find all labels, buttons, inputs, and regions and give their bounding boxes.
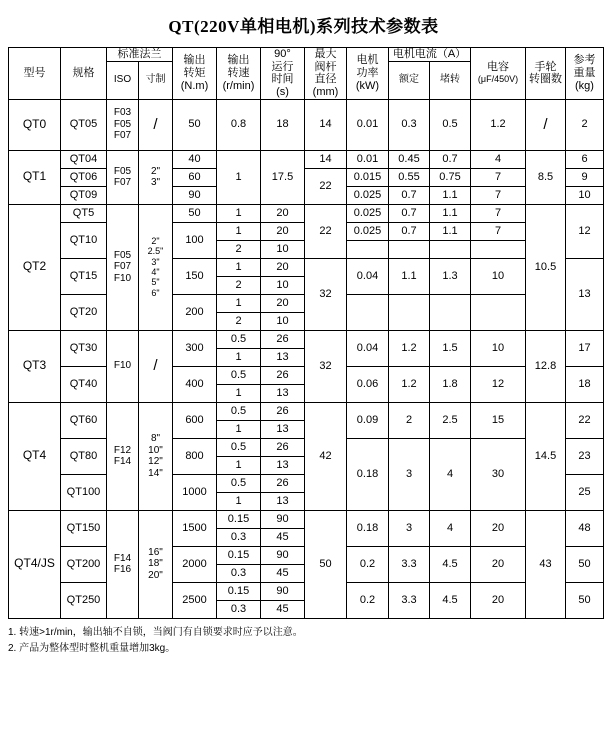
table-row (9, 168, 604, 186)
table-row (9, 99, 604, 150)
cell-spec: QT80 (61, 438, 107, 474)
cell-rated: 3.3 (389, 546, 430, 582)
header-weight: 参考 重量 (kg) (566, 48, 604, 100)
cell-weight: 50 (566, 546, 604, 582)
cell-capacitor: 4 (471, 150, 526, 168)
cell-torque: 40 (173, 150, 217, 168)
cell-weight: 25 (566, 474, 604, 510)
cell-capacitor: 7 (471, 168, 526, 186)
cell-speed: 1 (217, 222, 261, 240)
cell-spec: QT04 (61, 150, 107, 168)
cell-speed: 0.15 (217, 582, 261, 600)
cell-power: 0.04 (347, 330, 389, 366)
cell-power: 0.01 (347, 99, 389, 150)
cell-speed: 0.3 (217, 528, 261, 546)
cell-time: 45 (261, 564, 305, 582)
cell-spec: QT30 (61, 330, 107, 366)
cell-weight: 12 (566, 204, 604, 258)
cell-speed: 0.15 (217, 510, 261, 528)
cell-spec: QT200 (61, 546, 107, 582)
cell-power: 0.06 (347, 366, 389, 402)
cell-flange-iso: F03 F05 F07 (107, 99, 139, 150)
page-title: QT(220V单相电机)系列技术参数表 (168, 17, 439, 36)
cell-rated: 1.2 (389, 366, 430, 402)
cell-time: 26 (261, 474, 305, 492)
cell-rated (389, 294, 430, 330)
cell-model: QT3 (9, 330, 61, 402)
cell-time: 90 (261, 510, 305, 528)
cell-torque: 800 (173, 438, 217, 474)
cell-torque: 1000 (173, 474, 217, 510)
cell-time: 26 (261, 402, 305, 420)
cell-capacitor: 10 (471, 330, 526, 366)
cell-spec: QT20 (61, 294, 107, 330)
cell-stem: 22 (305, 204, 347, 258)
table-row (9, 510, 604, 528)
table-row (9, 258, 604, 276)
cell-torque: 2000 (173, 546, 217, 582)
cell-flange-inch: 2" 2.5" 3" 4" 5" 6" (139, 204, 173, 330)
cell-rated: 0.7 (389, 222, 430, 240)
cell-time: 13 (261, 348, 305, 366)
cell-speed: 1 (217, 420, 261, 438)
cell-model: QT1 (9, 150, 61, 204)
table-header-row (9, 48, 604, 62)
cell-speed: 0.5 (217, 438, 261, 456)
cell-time: 20 (261, 222, 305, 240)
cell-weight: 17 (566, 330, 604, 366)
cell-capacitor: 20 (471, 510, 526, 546)
cell-spec: QT150 (61, 510, 107, 546)
cell-flange-inch: 16" 18" 20" (139, 510, 173, 618)
cell-flange-iso: F12 F14 (107, 402, 139, 510)
cell-stall: 1.5 (430, 330, 471, 366)
cell-speed: 1 (217, 456, 261, 474)
header-speed: 输出 转速 (r/min) (217, 48, 261, 100)
cell-handwheel: 12.8 (526, 330, 566, 402)
cell-handwheel: 8.5 (526, 150, 566, 204)
cell-time: 10 (261, 312, 305, 330)
cell-power: 0.025 (347, 186, 389, 204)
cell-rated (389, 240, 430, 258)
cell-time: 13 (261, 456, 305, 474)
cell-time: 45 (261, 528, 305, 546)
cell-stall: 4.5 (430, 546, 471, 582)
cell-capacitor (471, 294, 526, 330)
cell-power: 0.18 (347, 438, 389, 510)
cell-capacitor: 10 (471, 258, 526, 294)
cell-rated: 2 (389, 402, 430, 438)
cell-spec: QT250 (61, 582, 107, 618)
cell-capacitor: 15 (471, 402, 526, 438)
cell-spec: QT5 (61, 204, 107, 222)
cell-spec: QT100 (61, 474, 107, 510)
cell-rated: 0.45 (389, 150, 430, 168)
cell-flange-iso: F10 (107, 330, 139, 402)
cell-time: 10 (261, 240, 305, 258)
cell-speed: 1 (217, 258, 261, 276)
cell-torque: 400 (173, 366, 217, 402)
cell-torque: 50 (173, 99, 217, 150)
cell-weight: 9 (566, 168, 604, 186)
cell-speed: 1 (217, 150, 261, 204)
cell-weight: 2 (566, 99, 604, 150)
cell-rated: 3 (389, 510, 430, 546)
cell-stall: 4 (430, 510, 471, 546)
cell-spec: QT05 (61, 99, 107, 150)
cell-stem: 32 (305, 330, 347, 402)
cell-torque: 1500 (173, 510, 217, 546)
cell-speed: 0.5 (217, 366, 261, 384)
cell-speed: 0.5 (217, 474, 261, 492)
cell-power: 0.025 (347, 204, 389, 222)
cell-model: QT4 (9, 402, 61, 510)
table-row (9, 204, 604, 222)
cell-weight: 18 (566, 366, 604, 402)
footnotes (8, 619, 599, 657)
cell-stem: 22 (305, 168, 347, 204)
table-row (9, 402, 604, 420)
cell-stall (430, 294, 471, 330)
cell-time: 20 (261, 294, 305, 312)
cell-torque: 90 (173, 186, 217, 204)
cell-torque: 100 (173, 222, 217, 258)
cell-weight: 13 (566, 258, 604, 330)
cell-stall (430, 240, 471, 258)
cell-spec: QT15 (61, 258, 107, 294)
cell-stall: 0.5 (430, 99, 471, 150)
cell-stem: 14 (305, 99, 347, 150)
footnote-1: 1. 转速>1r/min，输出轴不自锁，当阀门有自锁要求时应予以注意。 (8, 626, 303, 638)
cell-torque: 200 (173, 294, 217, 330)
cell-stall: 0.7 (430, 150, 471, 168)
cell-speed: 0.3 (217, 564, 261, 582)
cell-spec: QT06 (61, 168, 107, 186)
cell-capacitor: 1.2 (471, 99, 526, 150)
cell-weight: 10 (566, 186, 604, 204)
header-time: 90° 运行 时间 (s) (261, 48, 305, 100)
cell-flange-inch: / (139, 99, 173, 150)
cell-model: QT0 (9, 99, 61, 150)
cell-stem: 32 (305, 258, 347, 330)
cell-stall: 1.8 (430, 366, 471, 402)
header-flange-iso: ISO (107, 61, 139, 99)
cell-speed: 0.3 (217, 600, 261, 618)
cell-stall: 1.3 (430, 258, 471, 294)
cell-power: 0.025 (347, 222, 389, 240)
cell-torque: 2500 (173, 582, 217, 618)
cell-speed: 1 (217, 384, 261, 402)
cell-handwheel: 43 (526, 510, 566, 618)
header-stem-diameter: 最大 阀杆 直径 (mm) (305, 48, 347, 100)
cell-torque: 300 (173, 330, 217, 366)
header-capacitor: 电容 (μF/450V) (471, 48, 526, 100)
cell-handwheel: / (526, 99, 566, 150)
cell-power: 0.18 (347, 510, 389, 546)
cell-rated: 3.3 (389, 582, 430, 618)
cell-time: 13 (261, 492, 305, 510)
header-torque: 输出 转矩 (N.m) (173, 48, 217, 100)
cell-weight: 48 (566, 510, 604, 546)
cell-speed: 1 (217, 348, 261, 366)
cell-power: 0.2 (347, 546, 389, 582)
cell-rated: 0.7 (389, 204, 430, 222)
table-row (9, 330, 604, 348)
cell-power: 0.01 (347, 150, 389, 168)
cell-time: 17.5 (261, 150, 305, 204)
cell-flange-iso: F05 F07 F10 (107, 204, 139, 330)
cell-time: 26 (261, 366, 305, 384)
header-motor-current: 电机电流（A） (389, 48, 471, 62)
header-handwheel-turns: 手轮 转圈数 (526, 48, 566, 100)
cell-flange-inch: 8" 10" 12" 14" (139, 402, 173, 510)
cell-rated: 0.55 (389, 168, 430, 186)
cell-stall: 4 (430, 438, 471, 510)
cell-handwheel: 14.5 (526, 402, 566, 510)
cell-torque: 600 (173, 402, 217, 438)
cell-speed: 0.8 (217, 99, 261, 150)
cell-stall: 1.1 (430, 222, 471, 240)
cell-time: 26 (261, 330, 305, 348)
cell-spec: QT09 (61, 186, 107, 204)
cell-time: 13 (261, 384, 305, 402)
cell-weight: 50 (566, 582, 604, 618)
cell-rated: 1.2 (389, 330, 430, 366)
cell-spec: QT40 (61, 366, 107, 402)
cell-capacitor: 12 (471, 366, 526, 402)
cell-rated: 0.3 (389, 99, 430, 150)
header-flange: 标准法兰 (107, 48, 173, 62)
cell-stall: 1.1 (430, 186, 471, 204)
cell-speed: 0.5 (217, 330, 261, 348)
cell-rated: 3 (389, 438, 430, 510)
cell-model: QT2 (9, 204, 61, 330)
cell-flange-inch: 2" 3" (139, 150, 173, 204)
cell-torque: 50 (173, 204, 217, 222)
footnote-2: 2. 产品为整体型时整机重量增加3kg。 (8, 642, 176, 654)
cell-capacitor: 20 (471, 582, 526, 618)
cell-speed: 2 (217, 312, 261, 330)
cell-power (347, 294, 389, 330)
cell-flange-iso: F05 F07 (107, 150, 139, 204)
cell-torque: 60 (173, 168, 217, 186)
cell-capacitor: 7 (471, 186, 526, 204)
cell-power: 0.2 (347, 582, 389, 618)
spec-table (8, 47, 604, 619)
cell-stall: 1.1 (430, 204, 471, 222)
header-flange-inch: 寸制 (139, 61, 173, 99)
cell-rated: 0.7 (389, 186, 430, 204)
cell-time: 18 (261, 99, 305, 150)
cell-weight: 6 (566, 150, 604, 168)
cell-power (347, 240, 389, 258)
cell-spec: QT60 (61, 402, 107, 438)
cell-power: 0.09 (347, 402, 389, 438)
cell-time: 13 (261, 420, 305, 438)
cell-handwheel: 10.5 (526, 204, 566, 330)
header-spec: 规格 (61, 48, 107, 100)
cell-flange-iso: F14 F16 (107, 510, 139, 618)
cell-speed: 2 (217, 276, 261, 294)
cell-spec: QT10 (61, 222, 107, 258)
cell-model: QT4/JS (9, 510, 61, 618)
cell-time: 90 (261, 582, 305, 600)
cell-weight: 22 (566, 402, 604, 438)
cell-stem: 42 (305, 402, 347, 510)
cell-power: 0.04 (347, 258, 389, 294)
cell-time: 45 (261, 600, 305, 618)
cell-capacitor: 7 (471, 222, 526, 240)
cell-speed: 1 (217, 294, 261, 312)
header-current-rated: 额定 (389, 61, 430, 99)
cell-time: 26 (261, 438, 305, 456)
cell-time: 20 (261, 204, 305, 222)
cell-stall: 2.5 (430, 402, 471, 438)
table-row (9, 150, 604, 168)
cell-speed: 0.15 (217, 546, 261, 564)
cell-speed: 2 (217, 240, 261, 258)
cell-speed: 1 (217, 204, 261, 222)
cell-speed: 1 (217, 492, 261, 510)
header-model: 型号 (9, 48, 61, 100)
cell-capacitor: 30 (471, 438, 526, 510)
cell-speed: 0.5 (217, 402, 261, 420)
cell-weight: 23 (566, 438, 604, 474)
cell-stem: 14 (305, 150, 347, 168)
cell-time: 20 (261, 258, 305, 276)
header-current-stall: 堵转 (430, 61, 471, 99)
cell-torque: 150 (173, 258, 217, 294)
header-motor-power: 电机 功率 (kW) (347, 48, 389, 100)
cell-capacitor (471, 240, 526, 258)
cell-capacitor: 20 (471, 546, 526, 582)
cell-stall: 0.75 (430, 168, 471, 186)
cell-rated: 1.1 (389, 258, 430, 294)
cell-time: 10 (261, 276, 305, 294)
cell-flange-inch: / (139, 330, 173, 402)
cell-time: 90 (261, 546, 305, 564)
cell-power: 0.015 (347, 168, 389, 186)
cell-stall: 4.5 (430, 582, 471, 618)
cell-capacitor: 7 (471, 204, 526, 222)
cell-stem: 50 (305, 510, 347, 618)
